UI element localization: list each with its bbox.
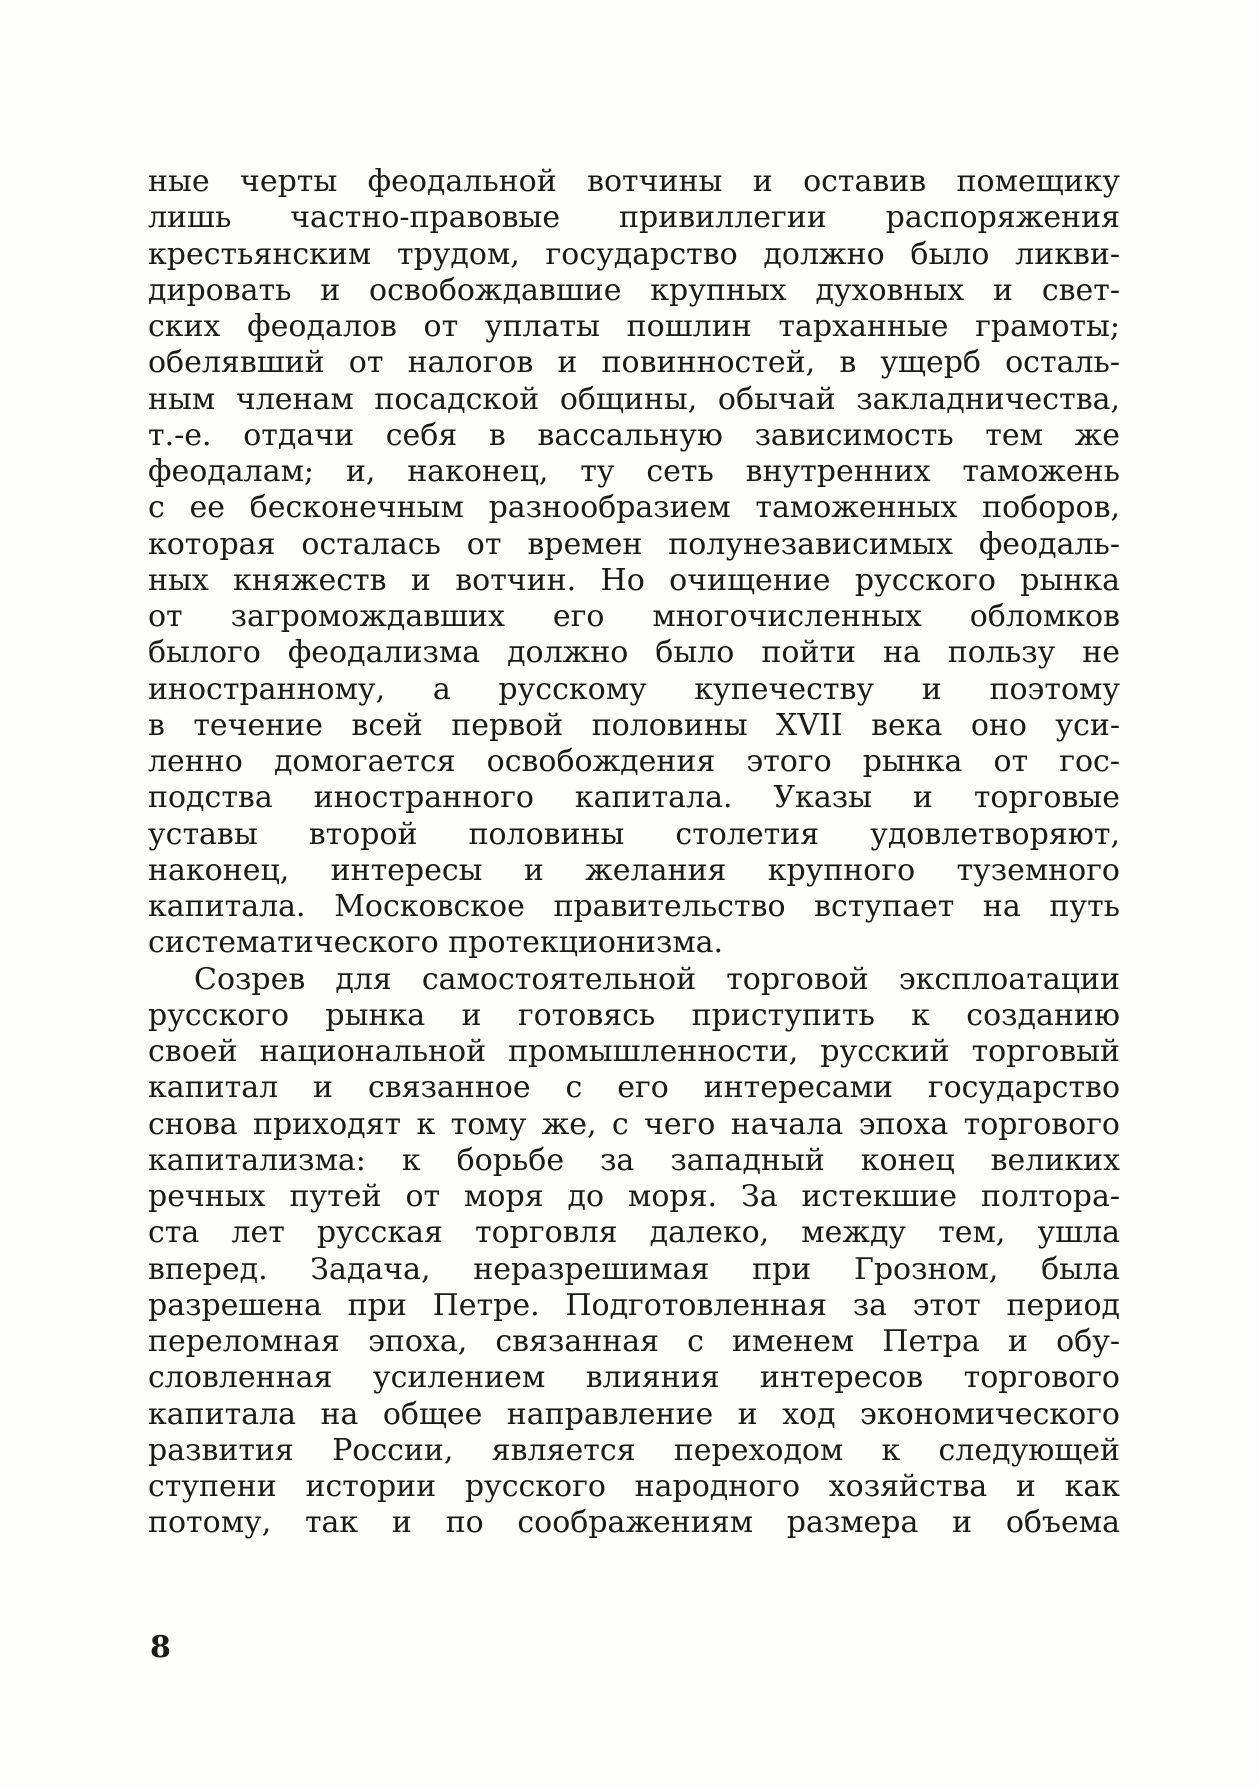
text-line: Созрев для самостоятельной торговой эксплоатации	[194, 961, 1120, 997]
text-line: капитализма: к борьбе за западный конец великих	[148, 1142, 1120, 1178]
text-line: ные черты феодальной вотчины и оставив помещику	[148, 164, 1120, 199]
text-line: которая осталась от времен полунезависимых феодаль-	[148, 526, 1120, 562]
text-line: капитала. Московское правительство вступает на путь	[148, 889, 1120, 924]
text-line: вперед. Задача, неразрешимая при Грозном, была	[148, 1251, 1120, 1287]
text-line: обелявший от налогов и повинностей, в ущерб осталь-	[148, 345, 1120, 381]
text-line: речных путей от моря до моря. За истекшие полтора-	[148, 1179, 1120, 1214]
text-line: подства иностранного капитала. Указы и торговые	[148, 780, 1120, 816]
text-line: ста лет русская торговля далеко, между тем, ушла	[148, 1215, 1120, 1251]
text-line: своей национальной промышленности, русский торговый	[148, 1034, 1120, 1069]
text-line: былого феодализма должно было пойти на пользу не	[148, 635, 1120, 671]
text-line: словленная усилением влияния интересов торгового	[148, 1360, 1120, 1396]
text-line: от загромождавших его многочисленных обломков	[148, 599, 1120, 634]
text-line: в течение всей первой половины XVII века оно уси-	[148, 707, 1120, 743]
text-line: ленно домогается освобождения этого рынка от гос-	[148, 744, 1120, 779]
text-line: т.-е. отдачи себя в вассальную зависимость тем же	[148, 417, 1120, 453]
text-line: снова приходят к тому же, с чего начала эпоха торгового	[148, 1106, 1120, 1142]
text-line: крестьянским трудом, государство должно было ликви-	[148, 236, 1120, 272]
text-line: ных княжеств и вотчин. Но очищение русского рынка	[148, 562, 1120, 598]
text-line: капитал и связанное с его интересами государство	[148, 1070, 1120, 1106]
text-line: систематического протекционизма.	[148, 925, 724, 961]
text-line: иностранному, а русскому купечеству и поэтому	[148, 671, 1120, 707]
text-line: потому, так и по соображениям размера и объема	[148, 1505, 1120, 1541]
text-line: уставы второй половины столетия удовлетворяют,	[148, 816, 1120, 852]
text-line: разрешена при Петре. Подготовленная за этот период	[148, 1287, 1120, 1323]
text-line: феодалам; и, наконец, ту сеть внутренних таможень	[148, 454, 1120, 489]
text-line: дировать и освобождавшие крупных духовных и свет-	[148, 272, 1120, 308]
text-line: русского рынка и готовясь приступить к созданию	[148, 997, 1120, 1033]
text-line: лишь частно-правовые привиллегии распоряжения	[148, 200, 1120, 236]
text-line: развития России, является переходом к следующей	[148, 1432, 1120, 1468]
text-line: наконец, интересы и желания крупного туземного	[148, 852, 1120, 888]
text-line: ских феодалов от уплаты пошлин тарханные грамоты;	[148, 309, 1120, 344]
text-line: переломная эпоха, связанная с именем Петра и обу-	[148, 1324, 1120, 1359]
text-line: с ее бесконечным разнообразием таможенных поборов,	[148, 490, 1120, 526]
paragraph-2	[148, 962, 1120, 1542]
text-line: ступени истории русского народного хозяйства и как	[148, 1469, 1120, 1504]
paragraph-1	[148, 164, 1120, 962]
body-text	[148, 164, 1120, 1542]
text-line: капитала на общее направление и ход экономического	[148, 1396, 1120, 1432]
text-line: ным членам посадской общины, обычай закладничества,	[148, 381, 1120, 417]
page-number: 8	[150, 1630, 171, 1665]
